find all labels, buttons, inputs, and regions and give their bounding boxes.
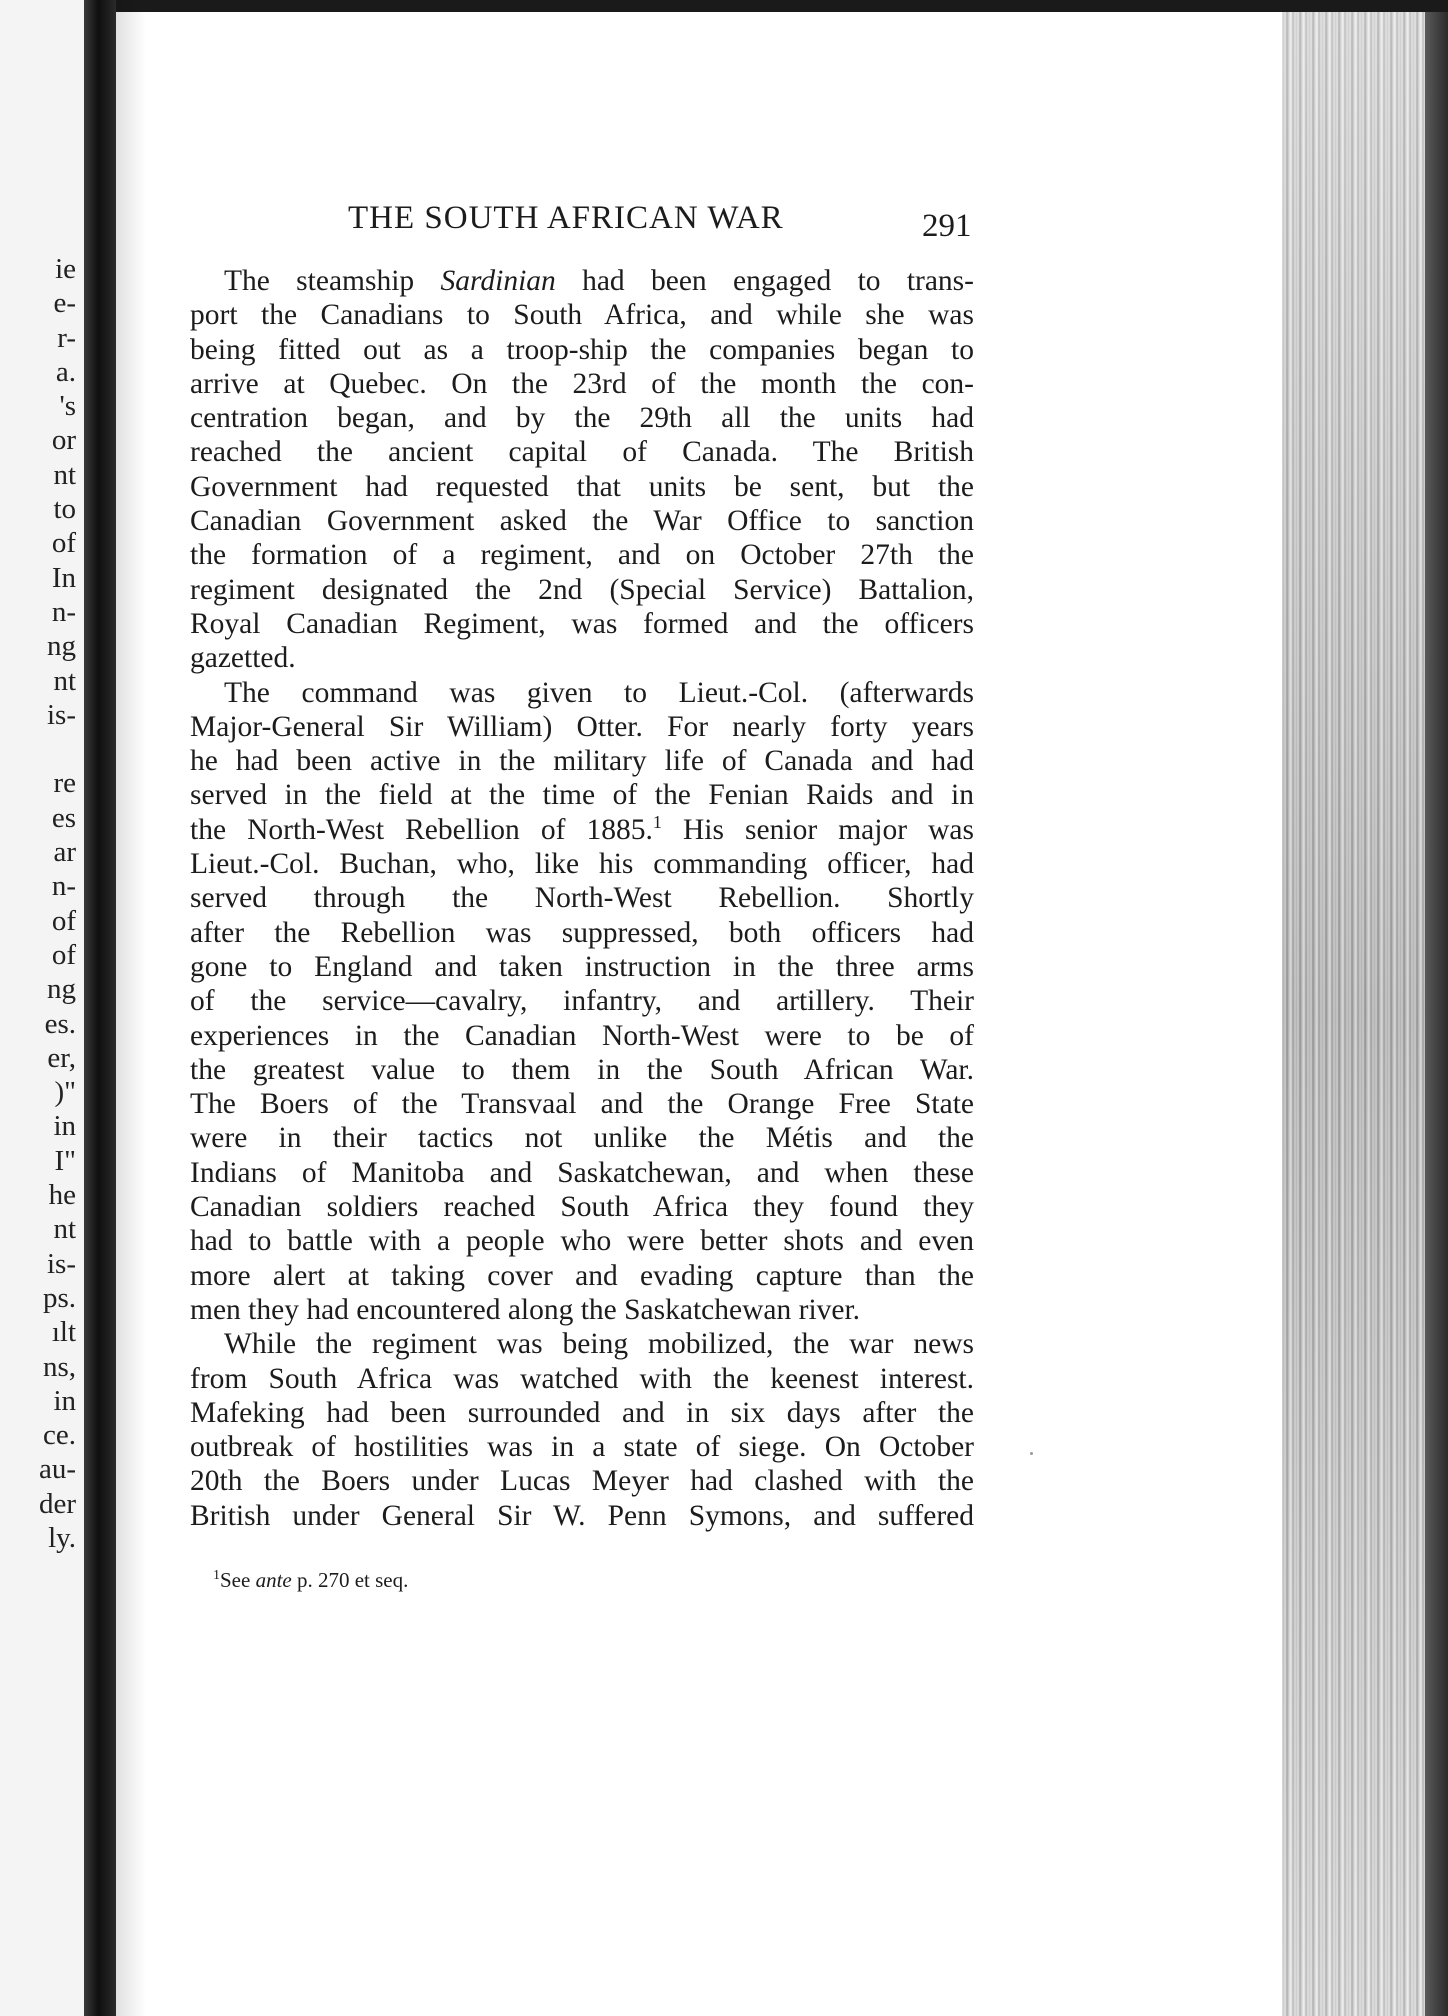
- facing-page-fragment: nt: [53, 458, 76, 491]
- paper-speck: [1030, 1452, 1033, 1455]
- text-line: served in the field at the time of the Fenian Raids and in: [190, 779, 974, 812]
- text-line: the formation of a regiment, and on October 27th the: [190, 539, 974, 572]
- text-line: experiences in the Canadian North-West were to be of: [190, 1019, 974, 1052]
- text-line: regiment designated the 2nd (Special Service) Battalion,: [190, 573, 974, 606]
- facing-page-fragment: In: [51, 561, 76, 594]
- facing-page-edge: [0, 0, 84, 2016]
- text-line: he had been active in the military life of Canada and had: [190, 745, 974, 778]
- text-line: had to battle with a people who were better shots and even: [190, 1225, 974, 1258]
- text-line: Canadian soldiers reached South Africa they found they: [190, 1191, 974, 1224]
- facing-page-fragment: ie: [55, 253, 76, 285]
- facing-page-fragment: n-: [51, 870, 76, 903]
- text-line: The steamship Sardinian had been engaged to trans-: [224, 265, 974, 297]
- text-line: port the Canadians to South Africa, and while she was: [190, 299, 974, 332]
- facing-page-fragment: ılt: [51, 1316, 76, 1349]
- text-line: British under General Sir W. Penn Symons, and suffered: [190, 1499, 974, 1532]
- facing-page-fragment: ns,: [42, 1350, 76, 1383]
- facing-page-fragment: ce.: [43, 1419, 76, 1452]
- text-line: Royal Canadian Regiment, was formed and the officers: [190, 607, 974, 640]
- text-line: Indians of Manitoba and Saskatchewan, and when these: [190, 1156, 974, 1189]
- footnote-mark: 1: [213, 1568, 220, 1583]
- text-line: The Boers of the Transvaal and the Orange Free State: [190, 1088, 974, 1121]
- facing-page-fragment: au-: [38, 1453, 76, 1486]
- text-line: 20th the Boers under Lucas Meyer had clashed with the: [190, 1465, 974, 1498]
- facing-page-fragment: ng: [47, 630, 76, 663]
- footnote-reference: 1: [652, 811, 662, 832]
- facing-page-fragment: der: [38, 1487, 76, 1520]
- facing-page-fragment: re: [53, 767, 76, 800]
- facing-page-fragment: ar: [53, 836, 76, 869]
- facing-page-fragment: nt: [53, 1213, 76, 1246]
- text-line: Government had requested that units be sent, but the: [190, 470, 974, 503]
- page-number: 291: [922, 208, 972, 244]
- facing-page-fragment: e-: [53, 287, 76, 320]
- facing-page-fragment: I": [54, 1144, 76, 1177]
- facing-page-fragment: r-: [57, 321, 76, 354]
- page-edges: [1282, 12, 1448, 2016]
- facing-page-fragment: nt: [53, 664, 76, 697]
- text-line: centration began, and by the 29th all the units had: [190, 402, 974, 435]
- facing-page-fragment: of: [51, 938, 76, 971]
- text-line: of the service—cavalry, infantry, and artillery. Their: [190, 985, 974, 1018]
- facing-page-fragment: of: [51, 527, 76, 560]
- facing-page-fragment: [0, 732, 84, 766]
- facing-page-fragment: ps.: [42, 1281, 76, 1314]
- facing-page-fragment: es: [51, 801, 76, 834]
- facing-page-fragment: in: [53, 1384, 76, 1417]
- cover-edge: [1425, 12, 1448, 2016]
- text-line: from South Africa was watched with the keenest interest.: [190, 1362, 974, 1395]
- facing-page-fragment: ng: [47, 973, 76, 1006]
- gutter-shadow: [116, 0, 146, 2016]
- text-line: after the Rebellion was suppressed, both officers had: [190, 916, 974, 949]
- top-border: [0, 0, 1448, 12]
- text-line: Lieut.-Col. Buchan, who, like his commanding officer, had: [190, 848, 974, 881]
- facing-page-fragment: er,: [47, 1041, 76, 1074]
- facing-page-fragment: to: [53, 493, 76, 526]
- text-line: arrive at Quebec. On the 23rd of the month the con-: [190, 367, 974, 400]
- text-line: gone to England and taken instruction in the three arms: [190, 950, 974, 983]
- text-line: outbreak of hostilities was in a state of siege. On October: [190, 1431, 974, 1464]
- facing-page-fragment: n-: [51, 595, 76, 628]
- facing-page-fragment: is-: [47, 1247, 76, 1280]
- text-line: Major-General Sir William) Otter. For nearly forty years: [190, 710, 974, 743]
- facing-page-fragment: ly.: [48, 1521, 76, 1554]
- facing-page-fragment: in: [53, 1110, 76, 1143]
- text-line: served through the North-West Rebellion. Shortly: [190, 882, 974, 915]
- body-text: [190, 264, 974, 1533]
- footnote: $^1$See ante p. 270 et seq.: [213, 1568, 409, 1592]
- facing-page-fragment: )": [54, 1076, 76, 1109]
- text-line: the North-West Rebellion of 1885.$^1$ His senior major was: [190, 811, 975, 846]
- text-line: gazetted.: [190, 642, 296, 675]
- facing-page-fragment: of: [51, 904, 76, 937]
- facing-page-fragment: is-: [47, 698, 76, 731]
- text-line: While the regiment was being mobilized, the war news: [224, 1328, 974, 1361]
- facing-page-text: [0, 252, 84, 1555]
- book-gutter: [84, 0, 116, 2016]
- text-line: Canadian Government asked the War Office to sanction: [190, 505, 974, 538]
- text-line: The command was given to Lieut.-Col. (afterwards: [224, 676, 974, 709]
- text-line: reached the ancient capital of Canada. The British: [190, 436, 974, 469]
- text-line: the greatest value to them in the South African War.: [190, 1053, 974, 1086]
- text-line: being fitted out as a troop-ship the companies began to: [190, 333, 974, 366]
- text-line: were in their tactics not unlike the Métis and the: [190, 1122, 974, 1155]
- running-header: THE SOUTH AFRICAN WAR: [348, 200, 784, 236]
- facing-page-fragment: he: [48, 1179, 76, 1212]
- facing-page-fragment: or: [51, 424, 76, 457]
- text-line: Mafeking had been surrounded and in six days after the: [190, 1396, 974, 1429]
- facing-page-fragment: es.: [44, 1007, 76, 1040]
- text-line: men they had encountered along the Saskatchewan river.: [190, 1293, 861, 1326]
- facing-page-fragment: 's: [59, 390, 76, 423]
- facing-page-fragment: a.: [55, 355, 76, 388]
- text-line: more alert at taking cover and evading capture than the: [190, 1259, 974, 1292]
